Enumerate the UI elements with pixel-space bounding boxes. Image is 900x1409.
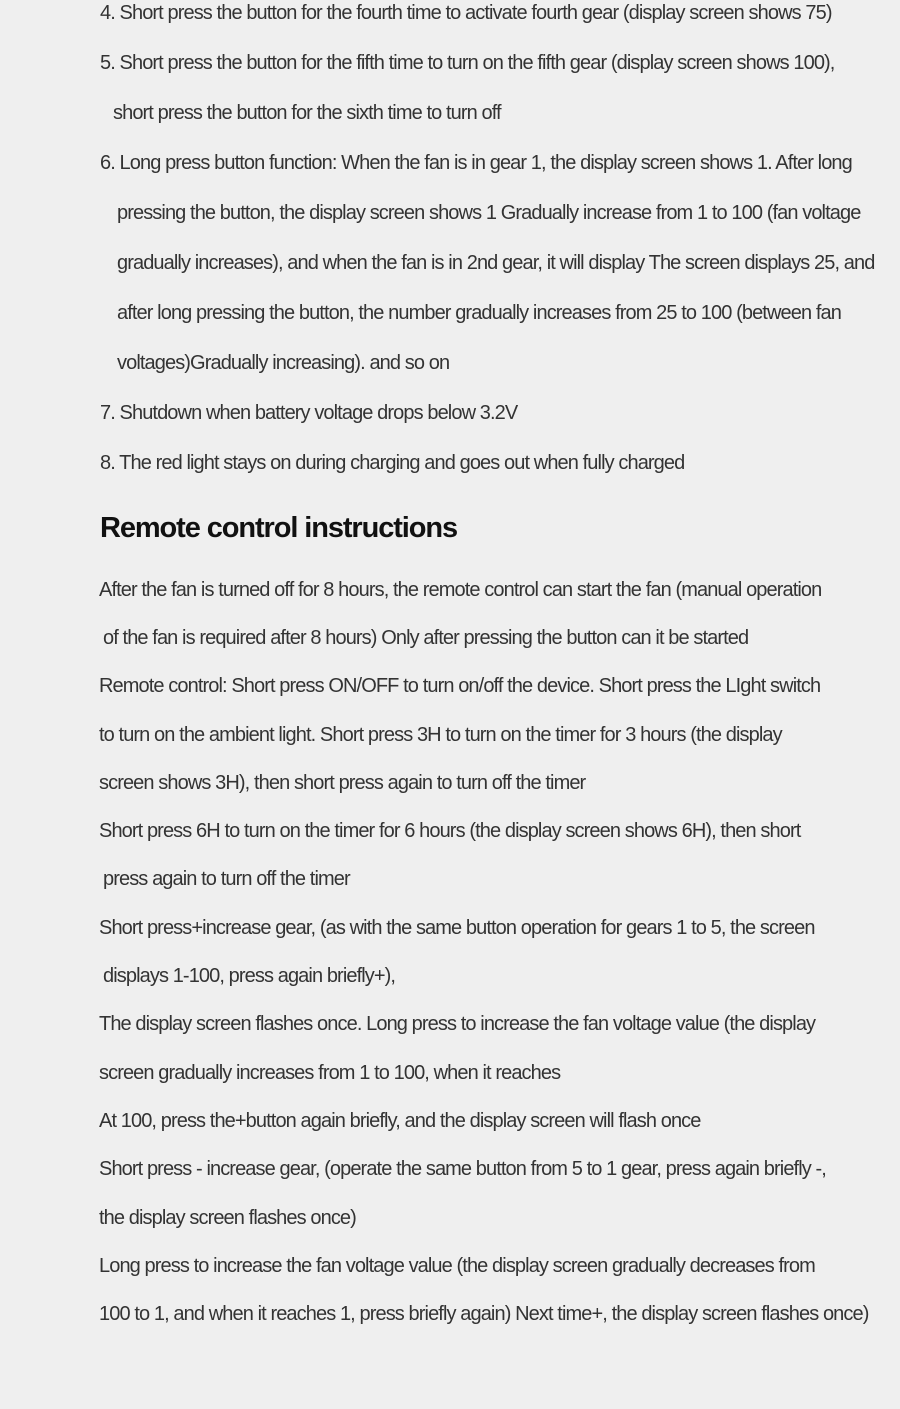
step-line: 5. Short press the button for the fifth time to turn on the fifth gear (display screen shows 100),: [100, 52, 835, 74]
remote-instruction-line: The display screen flashes once. Long press to increase the fan voltage value (the display: [99, 1013, 816, 1035]
remote-instruction-line: Short press+increase gear, (as with the same button operation for gears 1 to 5, the screen: [99, 917, 815, 939]
step-line: pressing the button, the display screen shows 1 Gradually increase from 1 to 100 (fan voltage: [117, 202, 861, 224]
step-line: 7. Shutdown when battery voltage drops below 3.2V: [100, 402, 518, 424]
remote-instruction-line: Remote control: Short press ON/OFF to turn on/off the device. Short press the LIght switch: [99, 675, 821, 697]
remote-instruction-line: screen gradually increases from 1 to 100, when it reaches: [99, 1062, 561, 1084]
remote-instruction-line: screen shows 3H), then short press again to turn off the timer: [99, 772, 586, 794]
remote-instruction-line: Short press 6H to turn on the timer for 6 hours (the display screen shows 6H), then short: [99, 820, 801, 842]
remote-instruction-line: After the fan is turned off for 8 hours, the remote control can start the fan (manual operation: [99, 579, 822, 601]
remote-instruction-line: 100 to 1, and when it reaches 1, press briefly again) Next time+, the display screen flashes once): [99, 1303, 869, 1325]
remote-instruction-line: At 100, press the+button again briefly, and the display screen will flash once: [99, 1110, 701, 1132]
remote-instruction-line: the display screen flashes once): [99, 1207, 356, 1229]
remote-instruction-line: Short press - increase gear, (operate the same button from 5 to 1 gear, press again briefly -,: [99, 1158, 826, 1180]
section-heading: Remote control instructions: [100, 512, 457, 544]
remote-instruction-line: to turn on the ambient light. Short press 3H to turn on the timer for 3 hours (the display: [99, 724, 782, 746]
remote-instruction-line: of the fan is required after 8 hours) Only after pressing the button can it be started: [103, 627, 749, 649]
remote-instruction-line: displays 1-100, press again briefly+),: [103, 965, 396, 987]
step-line: 4. Short press the button for the fourth time to activate fourth gear (display screen shows 75): [100, 2, 832, 24]
step-line: after long pressing the button, the number gradually increases from 25 to 100 (between fan: [117, 302, 841, 324]
step-line: voltages)Gradually increasing). and so on: [117, 352, 450, 374]
remote-instruction-line: press again to turn off the timer: [103, 868, 350, 890]
step-line: 6. Long press button function: When the fan is in gear 1, the display screen shows 1. After long: [100, 152, 852, 174]
remote-instruction-line: Long press to increase the fan voltage value (the display screen gradually decreases from: [99, 1255, 815, 1277]
step-line: 8. The red light stays on during charging and goes out when fully charged: [100, 452, 685, 474]
step-line: short press the button for the sixth time to turn off: [113, 102, 501, 124]
step-line: gradually increases), and when the fan is in 2nd gear, it will display The screen displays 25, and: [117, 252, 875, 274]
